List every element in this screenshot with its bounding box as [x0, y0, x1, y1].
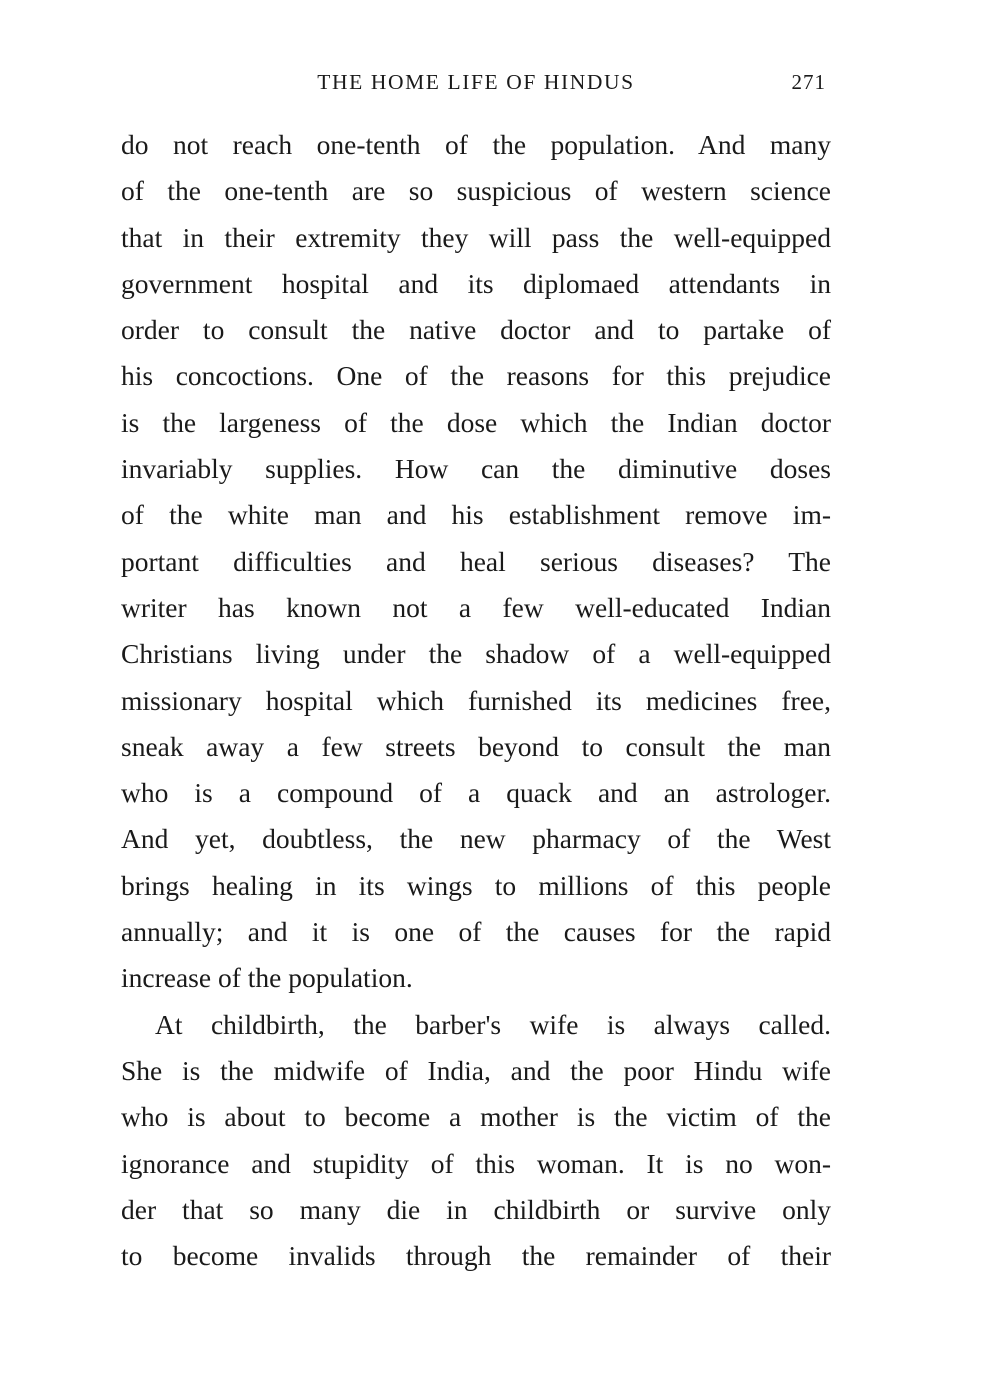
text-line: At childbirth, the barber's wife is always called.: [155, 1008, 831, 1040]
text-line: brings healing in its wings to millions of this people: [121, 869, 831, 901]
paragraph-1: [121, 122, 831, 1002]
page-number: 271: [791, 70, 826, 94]
text-line: increase of the population.: [121, 962, 413, 994]
paragraph-2: [121, 1002, 831, 1280]
text-line: der that so many die in childbirth or survive only: [121, 1193, 831, 1225]
text-line: order to consult the native doctor and to partake of: [121, 314, 831, 346]
text-line: sneak away a few streets beyond to consult the man: [121, 730, 831, 762]
running-head: [120, 64, 832, 100]
text-line: of the one-tenth are so suspicious of western science: [121, 175, 831, 207]
text-line: government hospital and its diplomaed attendants in: [121, 267, 831, 299]
text-line: annually; and it is one of the causes for the rapid: [121, 916, 831, 948]
text-line: is the largeness of the dose which the Indian doctor: [121, 406, 831, 438]
text-line: writer has known not a few well-educated Indian: [121, 591, 831, 623]
text-line: Christians living under the shadow of a well-equipped: [121, 638, 831, 670]
text-line: invariably supplies. How can the diminutive doses: [121, 453, 831, 485]
text-line: portant difficulties and heal serious diseases? The: [121, 545, 831, 577]
body-text: [121, 122, 831, 1279]
text-line: who is a compound of a quack and an astrologer.: [121, 777, 831, 809]
text-line: to become invalids through the remainder of their: [121, 1240, 831, 1272]
text-line: of the white man and his establishment remove im-: [121, 499, 831, 531]
text-line: missionary hospital which furnished its medicines free,: [121, 684, 831, 716]
text-line: do not reach one-tenth of the population. And many: [121, 129, 831, 160]
text-line: ignorance and stupidity of this woman. It is no won-: [121, 1147, 831, 1179]
text-line: And yet, doubtless, the new pharmacy of the West: [121, 823, 831, 855]
running-title: THE HOME LIFE OF HINDUS: [317, 70, 635, 94]
text-line: She is the midwife of India, and the poor Hindu wife: [121, 1054, 831, 1086]
text-line: that in their extremity they will pass the well-equipped: [121, 221, 831, 253]
text-line: who is about to become a mother is the victim of the: [121, 1101, 831, 1133]
text-line: his concoctions. One of the reasons for this prejudice: [121, 360, 831, 392]
